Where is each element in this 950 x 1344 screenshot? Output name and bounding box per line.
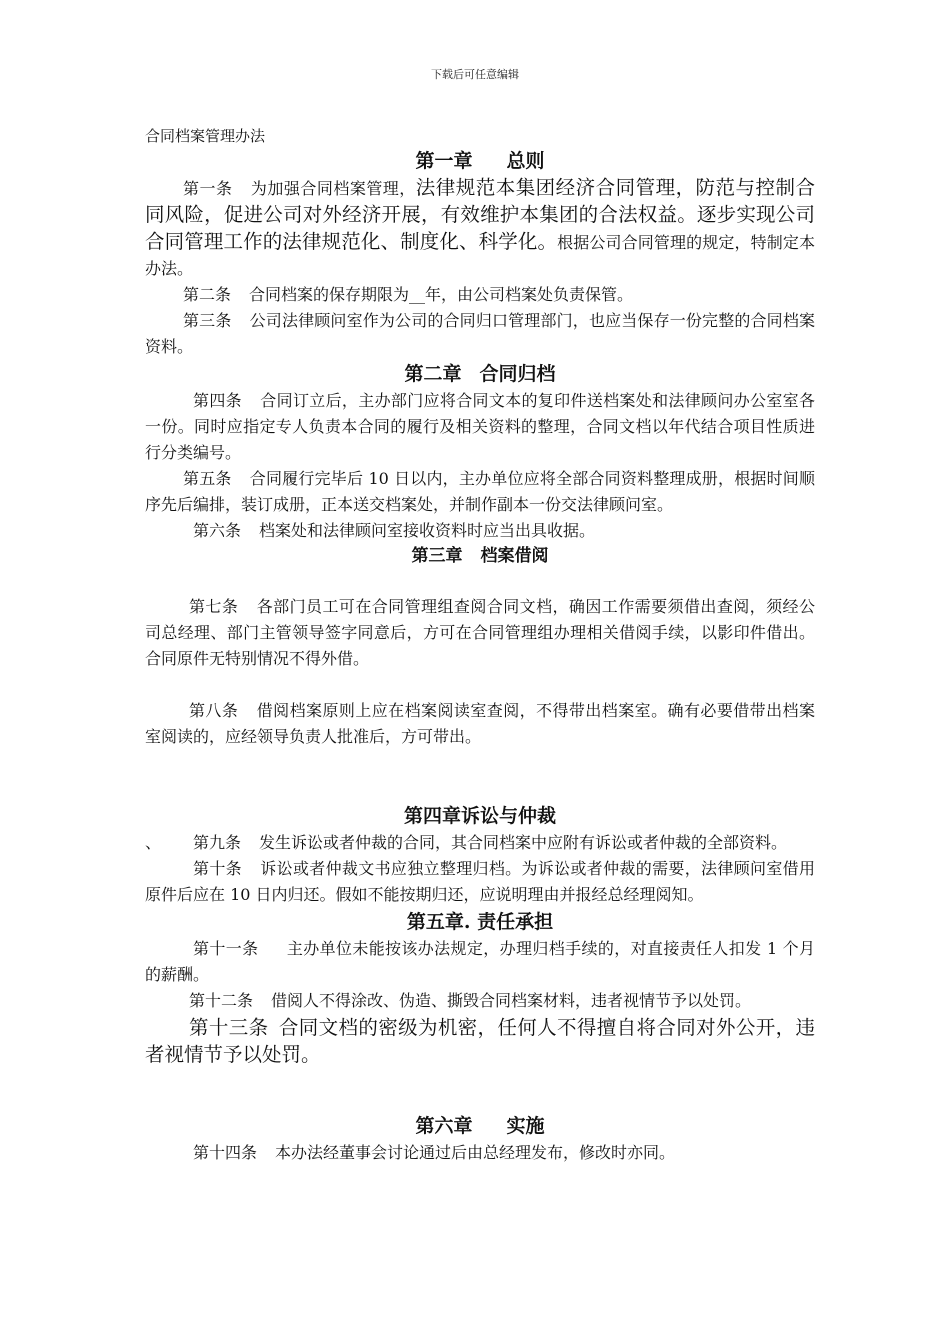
article-number: 第三条	[183, 311, 232, 330]
article-6	[145, 518, 815, 544]
chapter-heading	[145, 1112, 815, 1140]
article-text: 档案处和法律顾问室接收资料时应当出具收据。	[259, 521, 596, 540]
chapter-number: 第六章	[415, 1115, 473, 1137]
document-title: 合同档案管理办法	[145, 127, 266, 145]
article-number: 第七条	[189, 597, 239, 616]
article-number: 第十一条	[193, 939, 259, 958]
article-text-end: 根据公司合同管理的规定，特制定本办法。	[145, 233, 815, 278]
article-text: 为加强合同档案管理，	[250, 179, 416, 198]
article-number: 第十三条	[189, 1016, 269, 1039]
chapter-heading	[145, 147, 815, 175]
article-text-emphasis: 法律规范本集团经济合同管理，防范与控制合同风险，促进公司对外经济开展，有效维护本集团的合法权益。逐步实现公司合同管理工作的法律规范化、制度化、科学化。	[145, 176, 815, 253]
article-14	[145, 1140, 815, 1166]
article-text: 各部门员工可在合同管理组查阅合同文档，确因工作需要须借出查阅，须经公司总经理、部门主管领导签字同意后，方可在合同管理组办理相关借阅手续，以影印件借出。合同原件无特别情况不得外借。	[145, 597, 815, 668]
article-4	[145, 388, 815, 466]
article-number: 第五条	[183, 469, 232, 488]
article-number: 第四条	[193, 391, 242, 410]
article-text: 合同文档的密级为机密，任何人不得擅自将合同对外公开，违者视情节予以处罚。	[145, 1016, 815, 1066]
article-12	[145, 988, 815, 1014]
article-1	[145, 175, 815, 282]
article-number: 第九条	[193, 833, 242, 852]
chapter-name: 档案借阅	[480, 546, 549, 566]
article-number: 第二条	[183, 285, 232, 304]
article-2	[145, 282, 815, 308]
article-10	[145, 856, 815, 908]
article-13	[145, 1014, 815, 1068]
article-number: 第十条	[193, 859, 242, 878]
chapter-heading: 第四章诉讼与仲裁	[403, 805, 556, 827]
article-number: 第一条	[183, 179, 233, 198]
article-8	[145, 698, 815, 750]
article-11	[145, 936, 815, 988]
article-number: 第十二条	[189, 991, 254, 1010]
article-text: 发生诉讼或者仲裁的合同，其合同档案中应附有诉讼或者仲裁的全部资料。	[259, 833, 788, 852]
document-body	[145, 125, 815, 1166]
chapter-heading: 第五章. 责任承担	[406, 911, 554, 933]
article-text: 主办单位未能按该办法规定，办理归档手续的，对直接责任人扣发 1 个月的薪酬。	[145, 939, 815, 984]
article-5	[145, 466, 815, 518]
article-3	[145, 308, 815, 360]
chapter-heading	[145, 360, 815, 388]
article-text: 合同订立后，主办部门应将合同文本的复印件送档案处和法律顾问办公室室各一份。同时应指定专人负责本合同的履行及相关资料的整理，合同文档以年代结合项目性质进行分类编号。	[145, 391, 815, 462]
article-text: 借阅档案原则上应在档案阅读室查阅，不得带出档案室。确有必要借带出档案室阅读的，应经领导负责人批准后，方可带出。	[145, 701, 815, 746]
article-number: 第六条	[193, 521, 242, 540]
article-number: 第十四条	[193, 1143, 258, 1162]
article-9	[145, 830, 815, 856]
article-text: 公司法律顾问室作为公司的合同归口管理部门，也应当保存一份完整的合同档案资料。	[145, 311, 815, 356]
article-text: 合同档案的保存期限为__年，由公司档案处负责保管。	[249, 285, 634, 304]
chapter-name: 总则	[506, 150, 545, 172]
article-text: 合同履行完毕后 10 日以内，主办单位应将全部合同资料整理成册，根据时间顺序先后编排，装订成册，正本送交档案处，并制作副本一份交法律顾问室。	[145, 469, 815, 514]
article-number: 第八条	[189, 701, 239, 720]
article-prefix: 、	[145, 833, 162, 852]
chapter-heading	[145, 544, 815, 568]
article-text: 诉讼或者仲裁文书应独立整理归档。为诉讼或者仲裁的需要，法律顾问室借用原件后应在 10 日内归还。假如不能按期归还，应说明理由并报经总经理阅知。	[145, 859, 815, 904]
chapter-number: 第二章	[404, 363, 462, 385]
page-header: 下载后可任意编辑	[431, 68, 519, 81]
chapter-number: 第三章	[411, 546, 463, 566]
article-text: 本办法经董事会讨论通过后由总经理发布，修改时亦同。	[275, 1143, 676, 1162]
article-7	[145, 594, 815, 672]
chapter-name: 合同归档	[479, 363, 556, 385]
chapter-name: 实施	[506, 1115, 545, 1137]
chapter-number: 第一章	[415, 150, 473, 172]
article-text: 借阅人不得涂改、伪造、撕毁合同档案材料，违者视情节予以处罚。	[271, 991, 752, 1010]
